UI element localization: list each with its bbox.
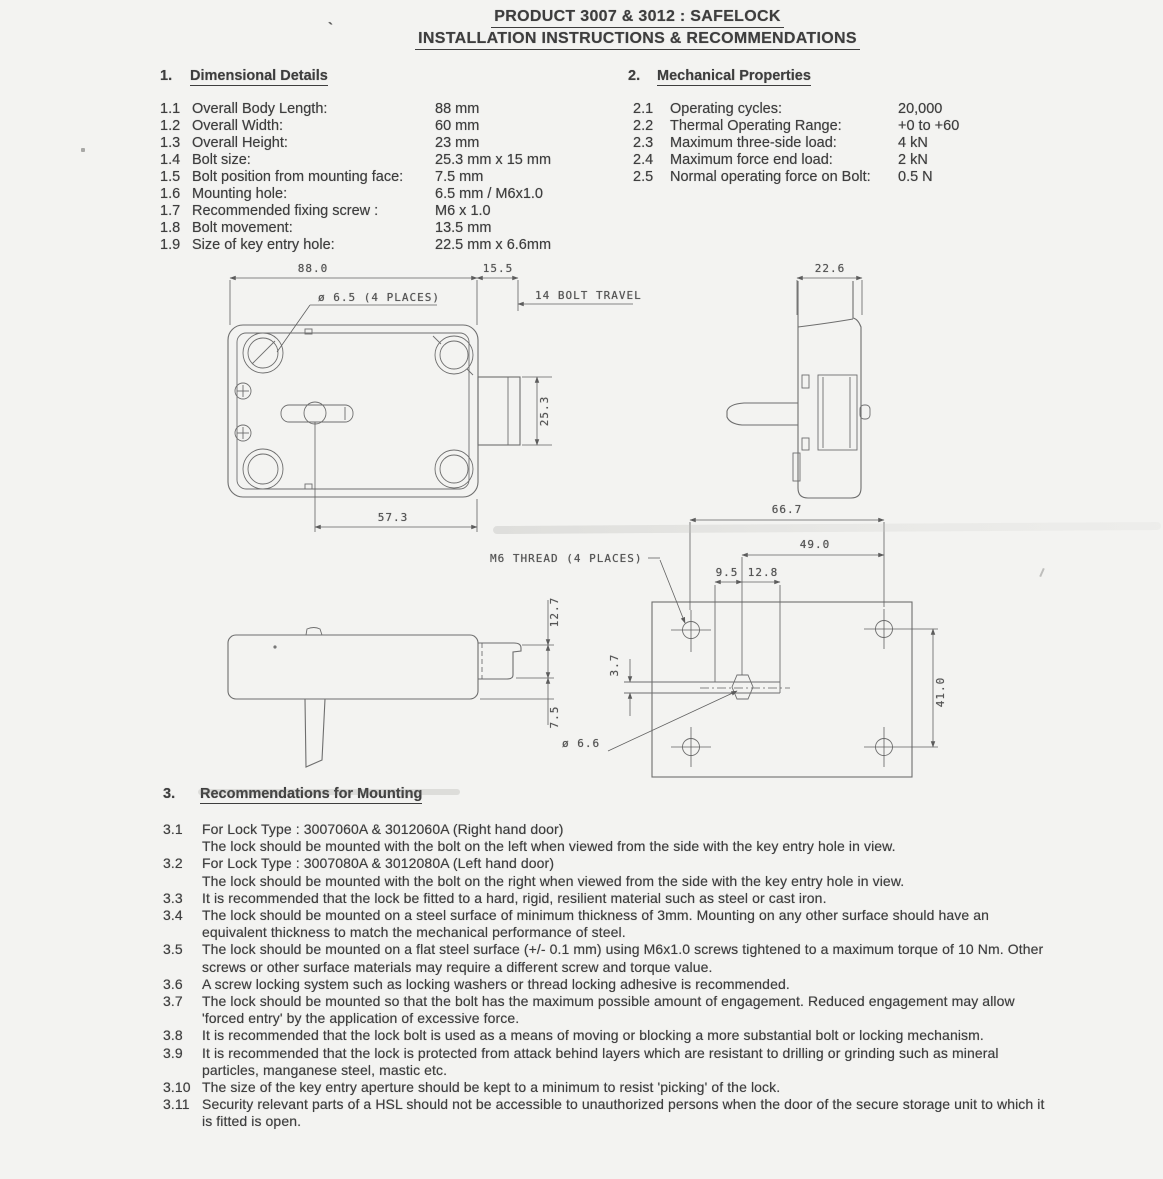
- dim-25-3-label: 25.3: [538, 395, 551, 427]
- spec-item-value: 2 kN: [898, 152, 928, 168]
- mounting-paragraph: It is recommended that the lock bolt is used as a means of moving or blocking a more substantial bolt or locking mechanism.: [202, 1027, 984, 1044]
- spec-row: [633, 118, 1073, 135]
- mounting-item-text: [202, 1027, 1056, 1044]
- dim-41-label: 41.0: [934, 676, 947, 708]
- spec-item-value: 13.5 mm: [435, 220, 492, 236]
- spec-item-number: 1.9: [160, 237, 181, 253]
- section-2-heading: [628, 68, 811, 84]
- mounting-item: [163, 993, 1056, 1027]
- mounting-item-number: 3.3: [163, 889, 183, 906]
- mounting-item: [163, 821, 1056, 855]
- spec-item-label: Operating cycles:: [670, 101, 783, 117]
- spec-item-number: 1.1: [160, 101, 181, 117]
- mounting-item: [163, 1096, 1056, 1130]
- mounting-paragraph: It is recommended that the lock be fitted to a hard, rigid, resilient material such as steel or cast iron.: [202, 889, 827, 906]
- mounting-paragraph: The lock should be mounted with the bolt on the left when viewed from the side with the key entry hole in view.: [202, 838, 896, 855]
- mounting-item-number: 3.11: [163, 1096, 190, 1113]
- dim-plate-width: [690, 503, 884, 610]
- spec-item-value: 7.5 mm: [435, 169, 484, 185]
- mounting-item-text: [202, 855, 1056, 889]
- dim-7-5-label: 7.5: [548, 705, 561, 729]
- mounting-hole-bottom-left: [243, 449, 283, 489]
- dim-12-7-label: 12.7: [548, 596, 561, 628]
- spec-row: [160, 220, 630, 237]
- spec-item-label: Bolt movement:: [192, 220, 293, 236]
- mounting-item-number: 3.2: [163, 855, 183, 872]
- spec-item-label: Maximum three-side load:: [670, 135, 837, 151]
- spec-item-value: +0 to +60: [898, 118, 960, 134]
- technical-drawings: [0, 255, 1163, 785]
- mounting-paragraph: The lock should be mounted on a flat steel surface (+/- 0.1 mm) using M6x1.0 screws tightened to a maximum torque of 10 Nm. Other screws or other surface materials may require a different screw and torque value.: [202, 941, 1044, 975]
- key-hole-callout: [562, 691, 737, 751]
- side-hole-lower: [802, 438, 809, 450]
- spec-item-label: Bolt size:: [192, 152, 251, 168]
- mounting-item-text: [202, 941, 1056, 975]
- side-tab: [793, 453, 800, 481]
- mounting-item-text: [202, 890, 1056, 907]
- plate-hole-bottom-right: [864, 727, 904, 767]
- mounting-hole-top-left: [243, 333, 283, 373]
- spec-item-number: 1.7: [160, 203, 181, 219]
- key-hole-projection: [732, 675, 753, 699]
- spec-item-number: 2.4: [633, 152, 654, 168]
- cover-notch-bottom: [305, 484, 312, 489]
- spec-item-label: Thermal Operating Range:: [670, 118, 842, 134]
- dim-41: [904, 629, 947, 747]
- section-1-heading: [160, 68, 328, 84]
- mounting-item: [163, 941, 1056, 975]
- mounting-item-text: [202, 1045, 1056, 1079]
- title-line-2-text: INSTALLATION INSTRUCTIONS & RECOMMENDATIONS: [415, 30, 860, 50]
- dim-49: [742, 538, 884, 555]
- mounting-item: [163, 1027, 1056, 1044]
- dim-bolt-thickness: [480, 597, 561, 729]
- spec-item-value: 4 kN: [898, 135, 928, 151]
- spec-row: [633, 101, 1073, 118]
- spec-item-number: 1.5: [160, 169, 181, 185]
- spec-row: [160, 101, 630, 118]
- mounting-item-number: 3.4: [163, 907, 183, 924]
- mounting-item-number: 3.1: [163, 821, 183, 837]
- side-bolt: [727, 403, 798, 425]
- profile-key-stem: [305, 699, 325, 767]
- spec-item-number: 1.4: [160, 152, 181, 168]
- spec-item-value: 23 mm: [435, 135, 480, 151]
- spec-item-label: Size of key entry hole:: [192, 237, 335, 253]
- spec-item-value: 22.5 mm x 6.6mm: [435, 237, 552, 253]
- fixing-screw-upper: [235, 383, 251, 399]
- mounting-paragraph: It is recommended that the lock is protected from attack behind layers which are resistant to drilling or grinding such as mineral particles, manganese steel, mastic etc.: [202, 1044, 999, 1078]
- mounting-paragraph: For Lock Type : 3007060A & 3012060A (Right hand door): [202, 821, 564, 837]
- spec-item-value: 6.5 mm / M6x1.0: [435, 186, 543, 202]
- key-hole-callout-label: ø 6.6: [562, 737, 601, 750]
- plate-hole-bottom-left: [671, 727, 711, 767]
- spec-item-label: Mounting hole:: [192, 186, 288, 202]
- mounting-item-text: [202, 1079, 1056, 1096]
- hole-callout-label: ø 6.5 (4 PLACES): [318, 291, 440, 304]
- mounting-item: [163, 890, 1056, 907]
- spec-item-number: 1.2: [160, 118, 181, 134]
- spec-row: [160, 169, 630, 186]
- spec-item-label: Maximum force end load:: [670, 152, 833, 168]
- dim-9-5-label: 9.5: [715, 566, 739, 579]
- dim-66-7-label: 66.7: [771, 503, 803, 516]
- spec-item-label: Bolt position from mounting face:: [192, 169, 404, 185]
- dim-57-3-label: 57.3: [377, 511, 409, 524]
- section-1-title: Dimensional Details: [190, 68, 328, 84]
- spec-row: [160, 118, 630, 135]
- profile-bolt: [478, 643, 521, 679]
- mounting-recommendations-list: [163, 821, 1056, 1131]
- spec-row: [160, 237, 630, 254]
- spec-item-value: 20,000: [898, 101, 943, 117]
- mounting-paragraph: A screw locking system such as locking washers or thread locking adhesive is recommended.: [202, 975, 790, 992]
- section-2-number: 2.: [628, 68, 641, 84]
- side-cover-edge: [798, 319, 853, 327]
- spec-row: [160, 135, 630, 152]
- mounting-item-text: [202, 907, 1056, 941]
- mounting-item-text: [202, 821, 1056, 855]
- scan-speck: [81, 148, 85, 152]
- side-body-outline: [798, 281, 861, 498]
- mounting-paragraph: The lock should be mounted on a steel surface of minimum thickness of 3mm. Mounting on any other surface should have an equivalent thickness to match the mechanical performance of steel.: [202, 907, 989, 941]
- mechanical-properties-list: [633, 101, 1073, 186]
- mounting-paragraph: Security relevant parts of a HSL should not be accessible to unauthorized persons when the door of the secure storage unit to which it is fitted is open.: [202, 1096, 1045, 1130]
- bolt-travel-annotation: [518, 289, 642, 304]
- spec-row: [633, 152, 1073, 169]
- spec-row: [160, 186, 630, 203]
- mounting-item-number: 3.7: [163, 993, 183, 1010]
- spec-item-label: Overall Height:: [192, 135, 288, 151]
- spec-row: [633, 135, 1073, 152]
- spec-item-number: 1.6: [160, 186, 181, 202]
- spec-row: [160, 203, 630, 220]
- mounting-item-number: 3.6: [163, 975, 183, 992]
- spec-row: [160, 152, 630, 169]
- section-3-heading: [163, 786, 422, 802]
- mounting-item-text: [202, 976, 1056, 993]
- hole-callout: [277, 291, 440, 352]
- profile-view-drawing: [228, 597, 561, 767]
- spec-item-value: 25.3 mm x 15 mm: [435, 152, 552, 168]
- title-line-1: [112, 8, 1163, 28]
- spec-item-number: 2.2: [633, 118, 654, 134]
- plate-hole-top-right: [864, 609, 904, 649]
- spec-item-number: 1.3: [160, 135, 181, 151]
- bolt-travel-label: 14 BOLT TRAVEL: [535, 289, 642, 302]
- title-line-2: [112, 30, 1163, 50]
- mounting-paragraph: For Lock Type : 3007080A & 3012080A (Left hand door): [202, 855, 555, 872]
- dim-9-5-12-8: [715, 566, 780, 582]
- dim-88-label: 88.0: [297, 262, 329, 275]
- spec-item-value: 0.5 N: [898, 169, 933, 185]
- spec-item-value: M6 x 1.0: [435, 203, 491, 219]
- document-title: [0, 8, 1163, 50]
- spec-item-number: 2.5: [633, 169, 654, 185]
- side-view-drawing: [727, 262, 870, 498]
- mounting-item-number: 3.10: [163, 1079, 191, 1096]
- dim-15-5-label: 15.5: [482, 262, 514, 275]
- dim-bolt-height: [522, 377, 552, 445]
- spec-item-number: 2.1: [633, 101, 654, 117]
- spec-row: [633, 169, 1073, 186]
- dimensional-details-list: [160, 101, 630, 254]
- lock-bolt: [478, 377, 520, 445]
- side-hole-upper: [802, 375, 809, 388]
- mounting-paragraph: The size of the key entry aperture should be kept to a minimum to resist 'picking' of the lock.: [202, 1079, 781, 1096]
- spec-item-label: Recommended fixing screw :: [192, 203, 379, 219]
- spec-item-label: Overall Body Length:: [192, 101, 328, 117]
- mounting-item-number: 3.8: [163, 1027, 183, 1044]
- mounting-hole-top-right: [433, 336, 473, 375]
- spec-item-value: 88 mm: [435, 101, 480, 117]
- dim-key-offset: [315, 422, 477, 532]
- profile-body-outline: [228, 635, 478, 699]
- dim-bolt-extension: [477, 262, 518, 311]
- mounting-item: [163, 855, 1056, 889]
- dim-slot: [608, 654, 630, 716]
- scan-speck: [273, 645, 276, 648]
- mounting-item: [163, 907, 1056, 941]
- mounting-pattern-drawing: [490, 503, 947, 777]
- mounting-item-number: 3.9: [163, 1044, 183, 1061]
- spec-item-label: Overall Width:: [192, 118, 284, 134]
- title-line-1-text: PRODUCT 3007 & 3012 : SAFELOCK: [491, 8, 783, 28]
- spec-item-label: Normal operating force on Bolt:: [670, 169, 871, 185]
- dim-12-8-label: 12.8: [747, 566, 779, 579]
- fixing-screw-lower: [235, 425, 251, 441]
- thread-callout: [490, 552, 685, 623]
- section-3-title: Recommendations for Mounting: [200, 786, 423, 802]
- section-2-title: Mechanical Properties: [657, 68, 811, 84]
- plate-hole-top-left: [671, 610, 711, 652]
- thread-callout-label: M6 THREAD (4 PLACES): [490, 552, 643, 565]
- dim-depth: [797, 262, 862, 315]
- mounting-item-text: [202, 993, 1056, 1027]
- mounting-item: [163, 1079, 1056, 1096]
- dim-3-7-label: 3.7: [608, 653, 621, 677]
- front-view-drawing: [228, 262, 642, 532]
- dim-49-label: 49.0: [799, 538, 831, 551]
- mounting-item-number: 3.5: [163, 941, 183, 958]
- section-3-number: 3.: [163, 786, 176, 802]
- spec-item-number: 1.8: [160, 220, 181, 236]
- side-case-detail: [818, 375, 857, 450]
- mounting-paragraph: The lock should be mounted so that the bolt has the maximum possible amount of engagement. Reduced engagement may allow 'forced entry' by the application of excessive force.: [202, 993, 1015, 1027]
- spec-item-number: 2.3: [633, 135, 654, 151]
- mounting-item-text: [202, 1096, 1056, 1130]
- mounting-paragraph: The lock should be mounted with the bolt on the right when viewed from the side with the key entry hole in view.: [202, 872, 905, 889]
- dim-22-6-label: 22.6: [814, 262, 846, 275]
- key-entry-hole: [281, 402, 353, 424]
- mounting-hole-bottom-right: [435, 450, 473, 488]
- spec-item-value: 60 mm: [435, 118, 480, 134]
- mounting-item: [163, 976, 1056, 993]
- section-1-number: 1.: [160, 68, 173, 84]
- profile-pin: [306, 628, 322, 636]
- mounting-item: [163, 1045, 1056, 1079]
- scan-mark: `: [328, 20, 333, 37]
